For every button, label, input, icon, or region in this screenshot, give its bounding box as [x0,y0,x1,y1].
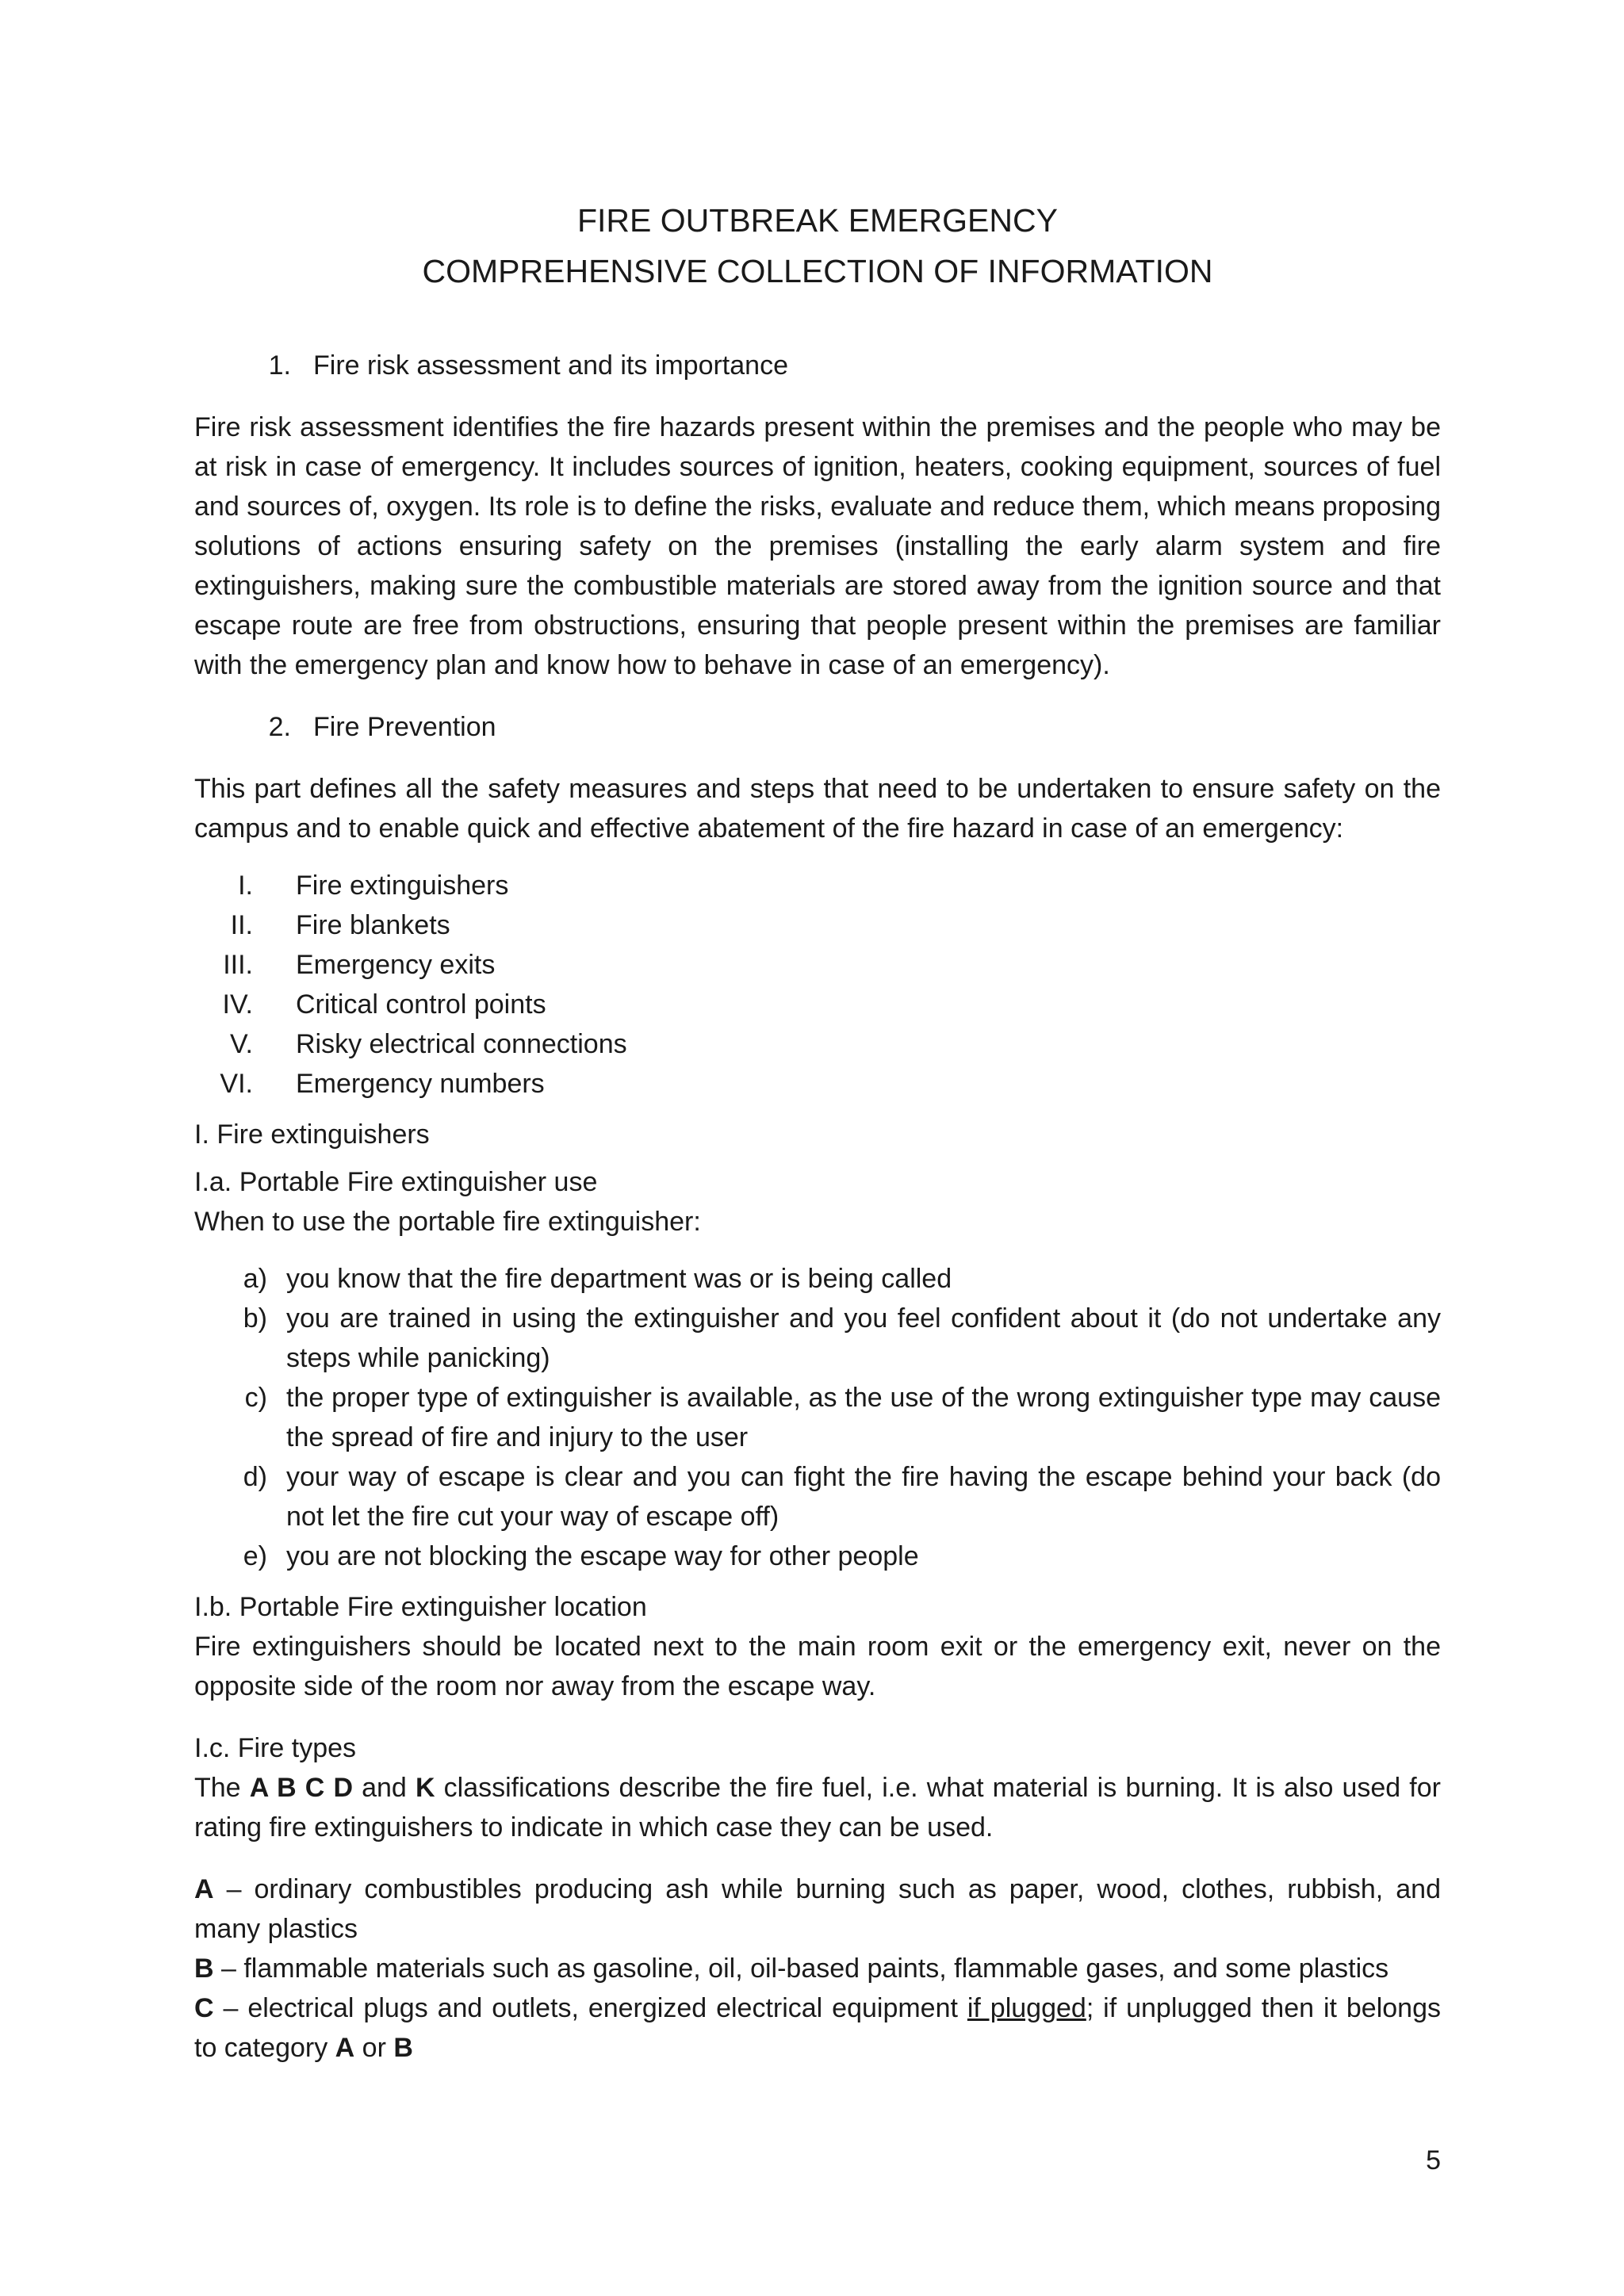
portable-use-heading: I.a. Portable Fire extinguisher use [194,1167,598,1197]
title-line-2: COMPREHENSIVE COLLECTION OF INFORMATION [422,253,1213,289]
list-item: IV. Critical control points [222,989,546,1020]
class-a-description: A – ordinary combustibles producing ash while burning such as paper, wood, clothes, rubbish, and many plastics [194,1874,1441,1944]
page-content [194,195,1441,2068]
portable-location-heading: I.b. Portable Fire extinguisher location [194,1592,647,1622]
portable-use-intro: When to use the portable fire extinguisher: [194,1207,701,1237]
list-item: VI. Emergency numbers [220,1069,545,1099]
fire-types-intro: The A B C D and K classifications describe the fire fuel, i.e. what material is burning. It is also used for rating fire extinguishers to indicate in which case they can be used. [194,1773,1441,1843]
list-item: e) you are not blocking the escape way for other people [243,1541,919,1571]
document-title [194,195,1441,297]
prevention-list [194,866,1441,1104]
section-2-title: Fire Prevention [313,712,496,742]
extinguisher-use-list [194,1259,1441,1576]
list-item: V. Risky electrical connections [229,1029,627,1059]
section-1-number: 1. [268,350,291,381]
section-1-body: Fire risk assessment identifies the fire hazards present within the premises and the people who may be at risk in case of emergency. It includes sources of ignition, heaters, cooking equipment, sources of fuel and sources of, oxygen. Its role is to define the risks, evaluate and reduce them, which means proposing solutions of actions ensuring safety on the premises (installing the early alarm system and fire extinguishers, making sure the combustible materials are stored away from the ignition source and that escape route are free from obstructions, ensuring that people present within the premises are familiar with the emergency plan and know how to behave in case of an emergency). [194,412,1441,680]
fire-extinguishers-heading: I. Fire extinguishers [194,1119,430,1150]
list-item: c) the proper type of extinguisher is available, as the use of the wrong extinguisher type may cause the spread of fire and injury to the user [244,1383,1441,1452]
section-2-heading [194,707,1441,747]
section-2-body: This part defines all the safety measures and steps that need to be undertaken to ensure safety on the campus and to enable quick and effective abatement of the fire hazard in case of an emergency: [194,774,1441,844]
list-item: III. Emergency exits [223,950,496,980]
list-item: a) you know that the fire department was or is being called [243,1264,952,1294]
section-2-number: 2. [268,712,291,742]
class-c-description: C – electrical plugs and outlets, energized electrical equipment if plugged; if unplugged then it belongs to category A or B [194,1993,1441,2063]
list-item: I. Fire extinguishers [238,871,509,901]
list-item: II. Fire blankets [230,910,450,940]
title-line-1: FIRE OUTBREAK EMERGENCY [577,202,1058,239]
list-item: d) your way of escape is clear and you can fight the fire having the escape behind your back (do not let the fire cut your way of escape off) [243,1462,1441,1532]
fire-types-heading: I.c. Fire types [194,1733,357,1763]
section-1-heading [194,346,1441,385]
section-1-title: Fire risk assessment and its importance [313,350,788,381]
page-number: 5 [1426,2145,1441,2175]
class-b-description: B – flammable materials such as gasoline, oil, oil-based paints, flammable gases, and some plastics [194,1954,1389,1984]
portable-location-body: Fire extinguishers should be located next to the main room exit or the emergency exit, never on the opposite side of the room nor away from the escape way. [194,1632,1441,1701]
list-item: b) you are trained in using the extinguisher and you feel confident about it (do not undertake any steps while panicking) [243,1303,1441,1373]
